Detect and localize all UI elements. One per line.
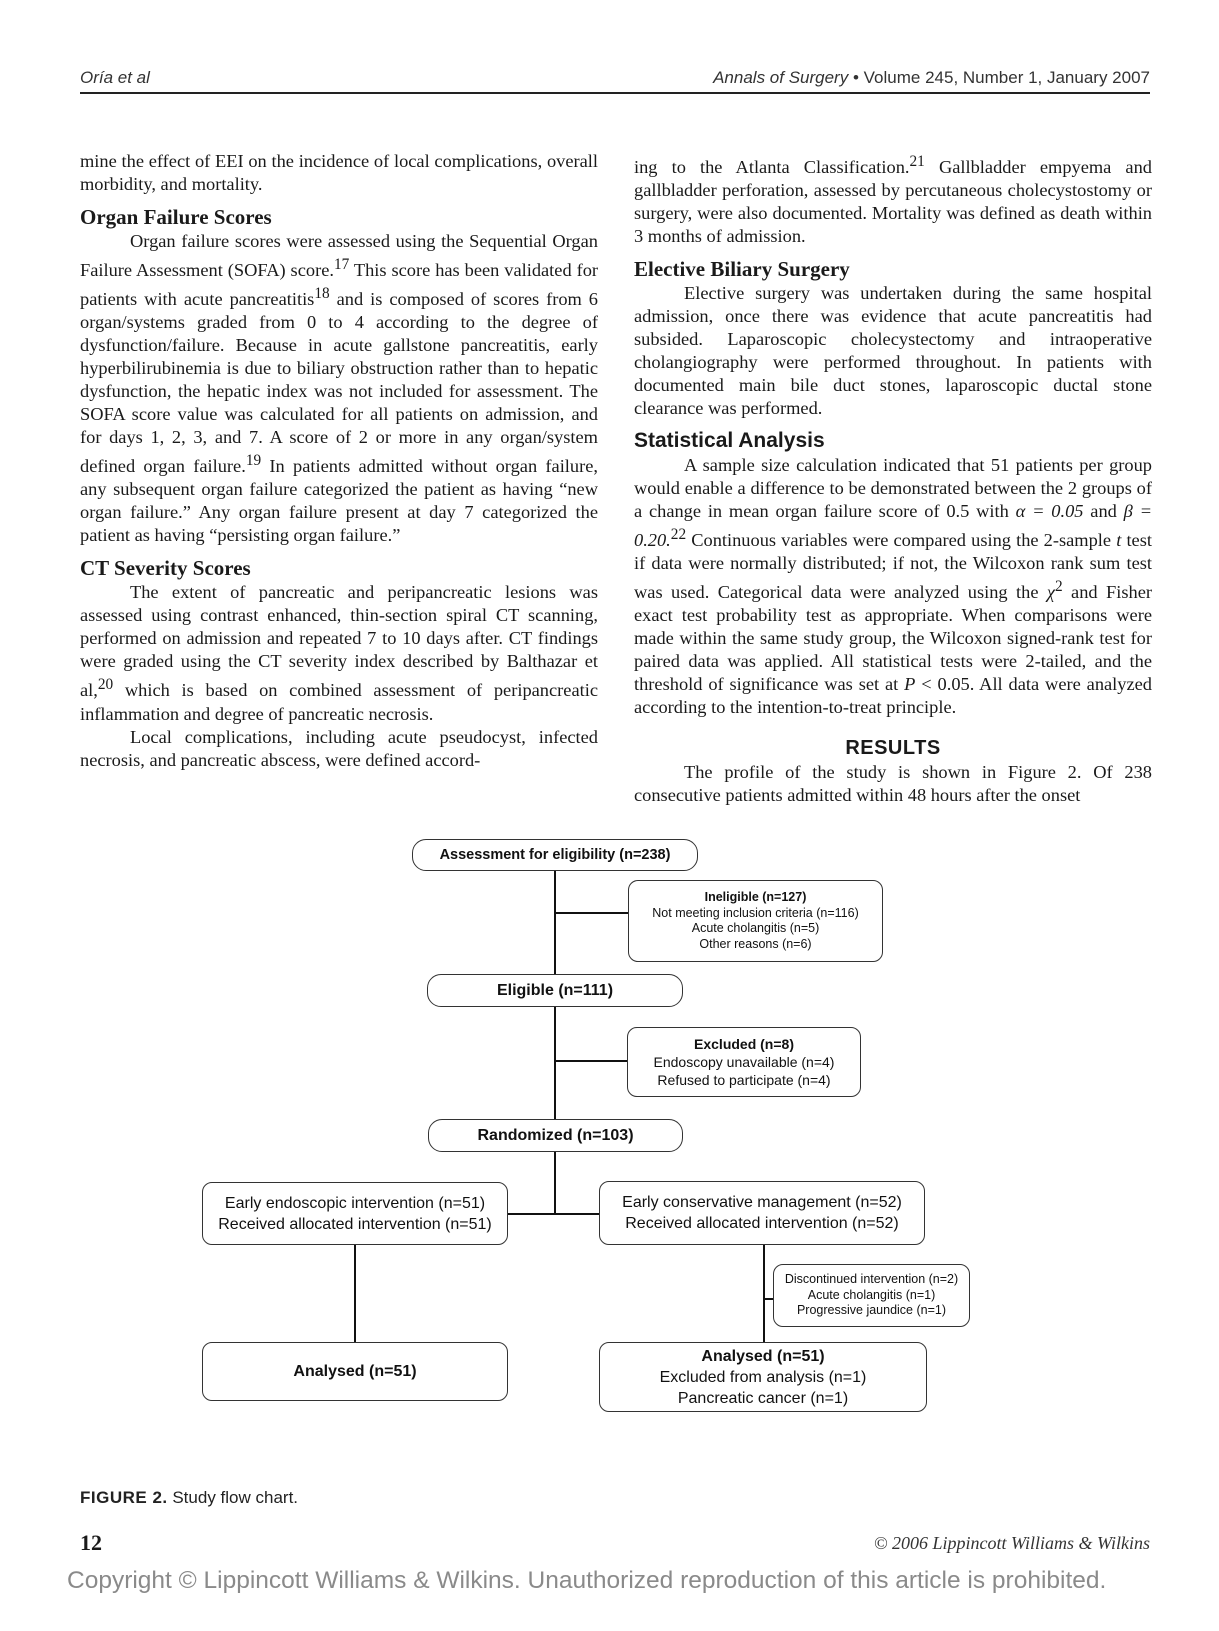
results-paragraph: The profile of the study is shown in Figure 2. Of 238 consecutive patients admitted within 48 hours after the onset xyxy=(634,762,1152,806)
connector-line xyxy=(554,871,556,990)
running-author: Oría et al xyxy=(80,68,150,87)
journal-citation xyxy=(713,68,1150,88)
organ-failure-paragraph: Organ failure scores were assessed using the Sequential Organ Failure Assessment (SOFA) score.$^{17}$ This score has been validated for patients with acute pancreatitis$^{18}$ and is composed of scores from 6 organ/systems graded from 0 to 4 according to the degree of dysfunction/failure. Because in acute gallstone pancreatitis, early hyperbilirubinemia is due to biliary obstruction rather than to hepatic dysfunction, the hepatic index was not included for assessment. The SOFA score value was calculated for all patients on admission, and for days 1, 2, 3, and 7. A score of 2 or more in any organ/system defined organ failure.$^{19}$ In patients admitted without organ failure, any subsequent organ failure categorized the patient as having “new organ failure.” Any organ failure present at day 7 categorized the patient as having “persisting organ failure.” xyxy=(80,231,599,546)
local-complications-paragraph: Local complications, including acute pseudocyst, infected necrosis, and pancreatic abscess, were defined accord- xyxy=(80,726,598,770)
connector-line xyxy=(354,1245,356,1343)
connector-line xyxy=(554,1060,628,1062)
statistical-analysis-paragraph: A sample size calculation indicated that 51 patients per group would enable a difference to be demonstrated between the 2 groups of a change in mean organ failure score of 0.5 with α = 0.05 and β = 0.20.22 Continuous variables were compared using the 2-sample t test if data were normally distributed; if not, the Wilcoxon rank sum test was used. Categorical data were analyzed using the $\chi^2$ and Fisher exact test probability test as appropriate. When comparisons were made within the same study group, the Wilcoxon signed-rank test for paired data was applied. All statistical tests were 2-tailed, and the threshold of significance was set at P < 0.05. All data were analyzed according to the intention-to-treat principle. xyxy=(634,455,1153,718)
figure-label: FIGURE 2. xyxy=(80,1488,168,1507)
intro-paragraph: mine the effect of EEI on the incidence of local complications, overall morbidity, and mortality. xyxy=(80,151,598,194)
header-bullet: • xyxy=(852,68,859,87)
copyright-banner: Copyright © Lippincott Williams & Wilkins. Unauthorized reproduction of this article is prohibited. xyxy=(67,1567,1107,1594)
statistical-analysis-heading: Statistical Analysis xyxy=(634,429,825,453)
assessment-box: Assessment for eligibility (n=238) xyxy=(412,839,698,871)
connector-line xyxy=(508,1213,600,1215)
ct-severity-paragraph: The extent of pancreatic and peripancreatic lesions was assessed using contrast enhanced, thin-section spiral CT scanning, performed on admission and repeated 7 to 10 days after. CT findings were graded using the CT severity index described by Balthazar et al,$^{20}$ which is based on combined assessment of peripancreatic inflammation and degree of pancreatic necrosis. xyxy=(80,582,598,724)
reference-22[interactable]: 22 xyxy=(670,526,687,544)
analysed-left-box: Analysed (n=51) xyxy=(202,1342,508,1401)
running-header xyxy=(80,66,1150,94)
elective-surgery-heading: Elective Biliary Surgery xyxy=(634,257,850,282)
reference-17[interactable]: 17 xyxy=(333,256,350,273)
study-flow-chart xyxy=(0,847,1219,1500)
figure-caption-text: Study flow chart. xyxy=(167,1488,299,1507)
volume-info: Volume 245, Number 1, January 2007 xyxy=(863,68,1150,87)
connector-line xyxy=(763,1245,765,1343)
continuation-paragraph: ing to the Atlanta Classification.$^{21}$ Gallbladder empyema and gallbladder perforation, assessed by percutaneous cholecystostomy or surgery, were also documented. Mortality was defined as death within 3 months of admission. xyxy=(634,153,1152,247)
reference-19[interactable]: 19 xyxy=(245,452,262,470)
excluded-box: Excluded (n=8) Endoscopy unavailable (n=4) Refused to participate (n=4) xyxy=(627,1027,861,1097)
ct-severity-heading: CT Severity Scores xyxy=(80,556,251,581)
reference-18[interactable]: 18 xyxy=(314,285,330,303)
right-column xyxy=(634,150,1152,807)
analysed-right-box: Analysed (n=51) Excluded from analysis (n=1) Pancreatic cancer (n=1) xyxy=(599,1342,927,1412)
page-number: 12 xyxy=(80,1530,102,1555)
left-column xyxy=(80,150,598,772)
eligible-box: Eligible (n=111) xyxy=(427,974,683,1007)
elective-surgery-paragraph: Elective surgery was undertaken during the same hospital admission, once there was evidence that acute pancreatitis had subsided. Laparoscopic cholecystectomy and intraoperative cholangiography were performed throughout. In patients with documented main bile duct stones, laparoscopic ductal stone clearance was performed. xyxy=(634,283,1152,419)
connector-line xyxy=(554,912,628,914)
eei-arm-box: Early endoscopic intervention (n=51) Received allocated intervention (n=51) xyxy=(202,1182,508,1245)
copyright-notice: © 2006 Lippincott Williams & Wilkins xyxy=(873,1533,1150,1553)
reference-20[interactable]: 20 xyxy=(97,676,114,694)
discontinued-box: Discontinued intervention (n=2) Acute cholangitis (n=1) Progressive jaundice (n=1) xyxy=(773,1264,970,1327)
connector-line xyxy=(763,1298,773,1300)
organ-failure-heading: Organ Failure Scores xyxy=(80,205,272,229)
connector-line xyxy=(554,1006,556,1125)
journal-name: Annals of Surgery xyxy=(713,68,849,87)
figure-caption xyxy=(80,1488,298,1508)
ecm-arm-box: Early conservative management (n=52) Received allocated intervention (n=52) xyxy=(599,1181,925,1245)
results-heading: RESULTS xyxy=(845,737,941,760)
ineligible-box: Ineligible (n=127) Not meeting inclusion criteria (n=116) Acute cholangitis (n=5) Other reasons (n=6) xyxy=(628,880,883,962)
reference-21[interactable]: 21 xyxy=(909,153,925,170)
randomized-box: Randomized (n=103) xyxy=(428,1119,683,1152)
connector-line xyxy=(554,1150,556,1214)
